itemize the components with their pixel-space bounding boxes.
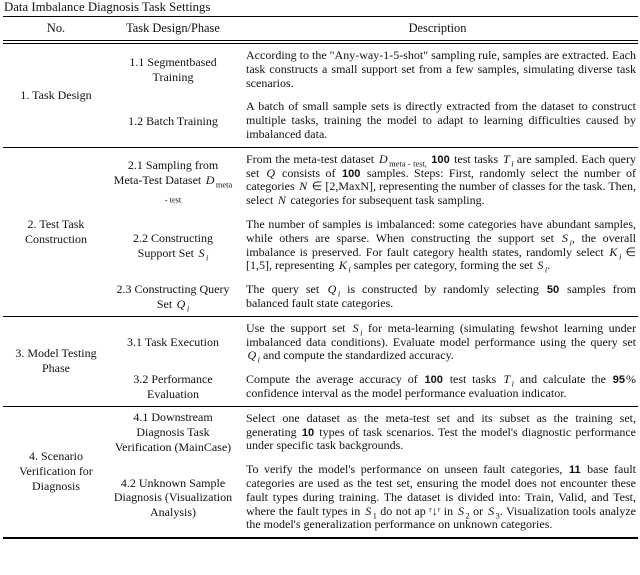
phase-label-2-1: 2.1 Sampling from Meta-Test Dataset D $_{meta - test}$ bbox=[109, 147, 237, 213]
table-row bbox=[3, 316, 638, 368]
group-model-testing-phase bbox=[3, 316, 638, 406]
phase-label-2-2: 2.2 Constructing Support Set S $_i$ bbox=[133, 230, 213, 262]
group-label-model-testing-phase: 3. Model Testing Phase bbox=[3, 316, 109, 406]
col-header-description: Description bbox=[237, 17, 638, 43]
group-label-test-task-construction: 2. Test Task Construction bbox=[3, 147, 109, 316]
table-row bbox=[3, 406, 638, 458]
description-4-1: Select one dataset as the meta-test set and its subset as the training set, generating 10 types of task scenarios. Test the model's diagnostic performance under specific task backgrounds. bbox=[237, 406, 638, 458]
phase-label-3-2: 3.2 Performance Evaluation bbox=[133, 372, 213, 401]
description-2-1: From the meta-test dataset D $_{meta - test,}$ 100 test tasks T $_i$ are sampled. Each query set Q consists of 100 samples. Steps: First, randomly select the number of categories N ∈ [2,MaxN], representing the number of classes for the task. Then, select N categories for subsequent task sampling. bbox=[237, 147, 638, 213]
table-row bbox=[3, 42, 638, 95]
phase-label-4-1: 4.1 Downstream Diagnosis Task Verification (MainCase) bbox=[109, 406, 237, 458]
task-settings-table bbox=[3, 16, 638, 539]
description-1-2: A batch of small sample sets is directly extracted from the dataset to construct multiple tasks, training the model to adapt to learning difficulties caused by imbalanced data. bbox=[246, 99, 636, 141]
phase-label-4-2: 4.2 Unknown Sample Diagnosis (Visualization Analysis) bbox=[113, 475, 233, 519]
phase-label-3-1: 3.1 Task Execution bbox=[109, 316, 237, 368]
group-task-design bbox=[3, 42, 638, 147]
description-2-3: The query set Q $_i$ is constructed by randomly selecting 50 samples from balanced fault state categories. bbox=[246, 282, 636, 310]
header-row bbox=[3, 17, 638, 43]
phase-label-1-1: 1.1 Segmentbased Training bbox=[109, 42, 237, 95]
description-2-2: The number of samples is imbalanced: some categories have abundant samples, while others are sparse. When constructing the support set S $_i$, the overall imbalance is preserved. For fault category health states, randomly select K $_i$ ∈ [1,5], representing K $_i$ samples per category, forming the set S $_i$. bbox=[246, 216, 636, 275]
description-3-1: Use the support set S $_i$ for meta-learning (simulating fewshot learning under imbalanced data conditions). Evaluate model performance using the query set Q $_i$ and compute the standardized accuracy. bbox=[237, 316, 638, 368]
col-header-no: No. bbox=[3, 17, 109, 43]
phase-label-2-3: 2.3 Constructing Query Set Q $_i$ bbox=[116, 282, 230, 314]
group-test-task-construction bbox=[3, 147, 638, 316]
phase-label-1-2: 1.2 Batch Training bbox=[128, 113, 218, 128]
description-4-2: To verify the model's performance on unseen fault categories, 11 base fault categories are used as the test set, ensuring the model does not encounter these fault types during training. The dataset is divided into: Train, Valid, and Test, where the fault types in S $_1$ do not ap ʳ↓ʳ in S $_2$ or S $_3$. Visualization tools analyze the model's generalization performance on unknown categories. bbox=[246, 462, 637, 532]
group-label-task-design: 1. Task Design bbox=[3, 42, 109, 147]
group-label-scenario-verification: 4. Scenario Verification for Diagnosis bbox=[3, 406, 109, 538]
description-1-1: According to the "Any-way-1-5-shot" sampling rule, samples are extracted. Each task constructs a small support set from a few samples, simulating diverse task scenarios. bbox=[237, 42, 638, 95]
group-scenario-verification bbox=[3, 406, 638, 538]
col-header-phase: Task Design/Phase bbox=[109, 17, 237, 43]
table-title: Data Imbalance Diagnosis Task Settings bbox=[4, 0, 211, 14]
description-3-2: Compute the average accuracy of 100 test tasks T $_i$ and calculate the 95% confidence interval as the model performance evaluation indicator. bbox=[246, 372, 636, 400]
table-header bbox=[3, 17, 638, 43]
table-row bbox=[3, 147, 638, 213]
